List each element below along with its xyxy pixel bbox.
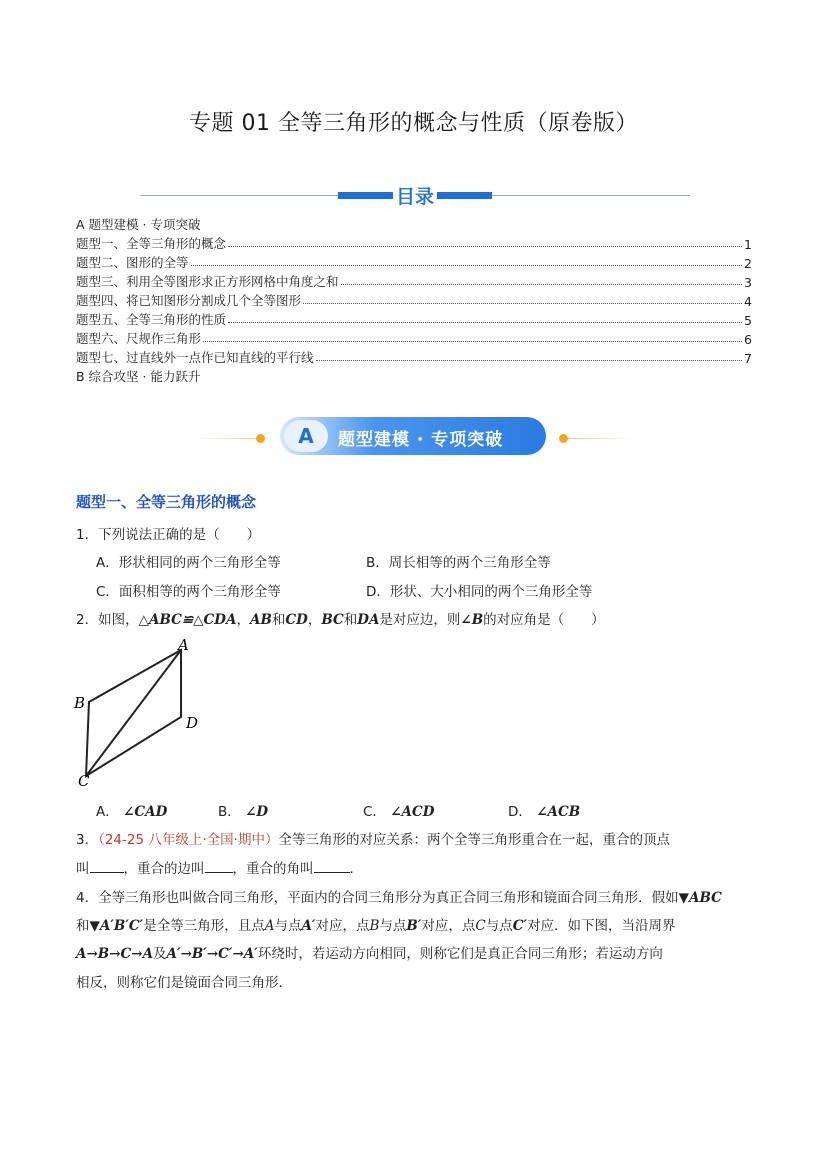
q2-suffix2: 的对应角是（ ）	[483, 612, 605, 628]
q2-figure	[70, 634, 210, 789]
q2-side-cd: CD	[285, 612, 308, 628]
toc-item[interactable]	[76, 347, 752, 366]
q3-number: 3．	[76, 832, 99, 848]
toc-item[interactable]	[76, 328, 752, 347]
toc-item-label: 题型四、将已知图形分割成几个全等图形	[76, 293, 302, 308]
toc-leader	[228, 246, 742, 247]
q4-text: 对应．如下图，当沿周界	[527, 918, 676, 934]
q2-and2: 和	[343, 612, 358, 628]
q4-triangle-abc-prime: ▼A′B′C′	[89, 918, 144, 934]
q2-and1: 和	[271, 612, 286, 628]
toc-item-label: 题型五、全等三角形的性质	[76, 312, 227, 327]
toc-page-number: 1	[744, 237, 752, 252]
figure-label-c: C	[78, 772, 90, 789]
toc-leader	[341, 284, 743, 285]
section-title: 题型一、全等三角形的概念	[76, 493, 257, 511]
page-title: 专题 01 全等三角形的概念与性质（原卷版）	[189, 111, 638, 136]
q1-option-a: A．形状相同的两个三角形全等	[96, 555, 281, 571]
toc-page-number: 4	[744, 294, 752, 309]
table-of-contents	[76, 214, 752, 385]
banner-letter: A	[284, 420, 328, 452]
banner-line-left	[195, 438, 260, 439]
toc-part-b-label: B 综合攻坚 · 能力跃升	[76, 369, 201, 384]
toc-leader	[203, 341, 742, 342]
q4-text: 对应，点	[315, 918, 370, 934]
toc-part-a[interactable]	[76, 214, 752, 233]
q4-line4: 相反，则称它们是镜面合同三角形．	[76, 975, 292, 991]
q2-option-value: ∠CAD	[123, 804, 168, 820]
q4-text: 与点	[485, 918, 513, 934]
q4-point: B	[369, 918, 380, 934]
q2-option-value: ∠D	[245, 804, 269, 820]
q4-text: 和	[76, 918, 90, 934]
q3-text2c: ，重合的角叫	[232, 861, 314, 877]
q2-congruence: △ABC≌△CDA	[138, 612, 237, 628]
q4-text: 对应，点	[421, 918, 476, 934]
toc-item[interactable]	[76, 290, 752, 309]
toc-item[interactable]	[76, 233, 752, 252]
section-banner	[0, 417, 827, 457]
toc-part-a-label: A 题型建模 · 专项突破	[76, 217, 201, 232]
toc-item[interactable]	[76, 252, 752, 271]
q4-line1	[76, 886, 756, 906]
q4-point: C′	[512, 918, 528, 934]
q3-blank-2[interactable]	[205, 860, 233, 873]
toc-item-label: 题型一、全等三角形的概念	[76, 236, 227, 251]
q3-text2d: ．	[349, 861, 363, 877]
toc-item[interactable]	[76, 309, 752, 328]
q2-prefix: 2．如图，	[76, 612, 139, 628]
q3-blank-3[interactable]	[314, 860, 350, 873]
q4-line3	[76, 942, 663, 962]
toc-page-number: 5	[744, 313, 752, 328]
toc-leader	[191, 265, 743, 266]
toc-heading-bar	[140, 178, 690, 212]
q2-option-value: ∠ACD	[390, 804, 435, 820]
q3-text2a: 叫	[76, 861, 90, 877]
q3-blank-1[interactable]	[90, 860, 124, 873]
toc-page-number: 3	[744, 275, 752, 290]
q2-option-key: B．	[218, 804, 241, 820]
q4-triangle-abc: ▼ABC	[678, 890, 722, 906]
q4-path-2: A′→B′→C′→A′	[166, 946, 258, 962]
toc-page-number: 6	[744, 332, 752, 347]
q2-sep1: ，	[236, 612, 250, 628]
q4-text: 与点	[379, 918, 407, 934]
q2-sep2: ，	[307, 612, 322, 628]
toc-heading: 目录	[395, 186, 434, 208]
q3-line1	[76, 828, 670, 848]
q4-point: B′	[406, 918, 422, 934]
q3-text2b: ，重合的边叫	[123, 861, 205, 877]
q3-line2	[76, 857, 363, 877]
q2-option-value: ∠ACB	[536, 804, 581, 820]
q4-line2	[76, 914, 676, 934]
q2-side-bc: BC	[321, 612, 344, 628]
q4-text: 及	[153, 946, 167, 962]
q3-source: （24-25 八年级上·全国·期中）	[98, 832, 279, 848]
toc-part-b[interactable]	[76, 366, 752, 385]
q1-option-b: B．周长相等的两个三角形全等	[366, 555, 551, 571]
q1-option-c: C．面积相等的两个三角形全等	[96, 584, 281, 600]
toc-item-label: 题型三、利用全等图形求正方形网格中角度之和	[76, 274, 339, 289]
q2-angle-b: ∠B	[460, 612, 484, 628]
banner-line-right	[568, 438, 633, 439]
q4-text: 是全等三角形，且点	[143, 918, 265, 934]
diagonal-ac	[86, 650, 181, 776]
q1-stem: 1．下列说法正确的是（ ）	[76, 527, 261, 543]
q3-text1: 全等三角形的对应关系：两个全等三角形重合在一起，重合的顶点	[278, 832, 670, 848]
q4-text: 环绕时，若运动方向相同，则称它们是真正合同三角形；若运动方向	[257, 946, 663, 962]
toc-leader	[316, 360, 743, 361]
q2-suffix1: 是对应边，则	[379, 612, 461, 628]
q4-point: A′	[301, 918, 316, 934]
q4-text1: 4．全等三角形也叫做合同三角形，平面内的合同三角形分为真正合同三角形和镜面合同三角形．假如	[76, 890, 679, 906]
toc-leader	[228, 322, 742, 323]
banner-dot-left	[256, 434, 265, 443]
q2-option-key: A．	[96, 804, 119, 820]
q4-point: A	[264, 918, 275, 934]
q4-path-1: A→B→C→A	[76, 946, 154, 962]
q4-text: 与点	[274, 918, 302, 934]
banner-text: 题型建模 · 专项突破	[338, 430, 504, 450]
q2-option-key: C．	[363, 804, 386, 820]
q2-option-d	[508, 800, 580, 820]
toc-page-number: 2	[744, 256, 752, 271]
q2-option-b	[218, 800, 268, 820]
toc-page-number: 7	[744, 351, 752, 366]
q2-option-key: D．	[508, 804, 532, 820]
q2-side-ab: AB	[249, 612, 272, 628]
toc-item-label: 题型七、过直线外一点作已知直线的平行线	[76, 350, 314, 365]
banner-dot-right	[559, 434, 568, 443]
toc-item-label: 题型二、图形的全等	[76, 255, 189, 270]
figure-label-a: A	[178, 636, 189, 654]
toc-item[interactable]	[76, 271, 752, 290]
figure-label-d: D	[186, 714, 199, 732]
q2-option-a	[96, 800, 167, 820]
q2-option-c	[363, 800, 434, 820]
q4-point: C	[475, 918, 486, 934]
figure-label-b: B	[74, 694, 86, 712]
toc-leader	[303, 303, 742, 304]
q1-option-d: D．形状、大小相同的两个三角形全等	[366, 584, 593, 600]
q2-stem	[76, 608, 605, 628]
toc-item-label: 题型六、尺规作三角形	[76, 331, 202, 346]
q2-side-da: DA	[357, 612, 380, 628]
